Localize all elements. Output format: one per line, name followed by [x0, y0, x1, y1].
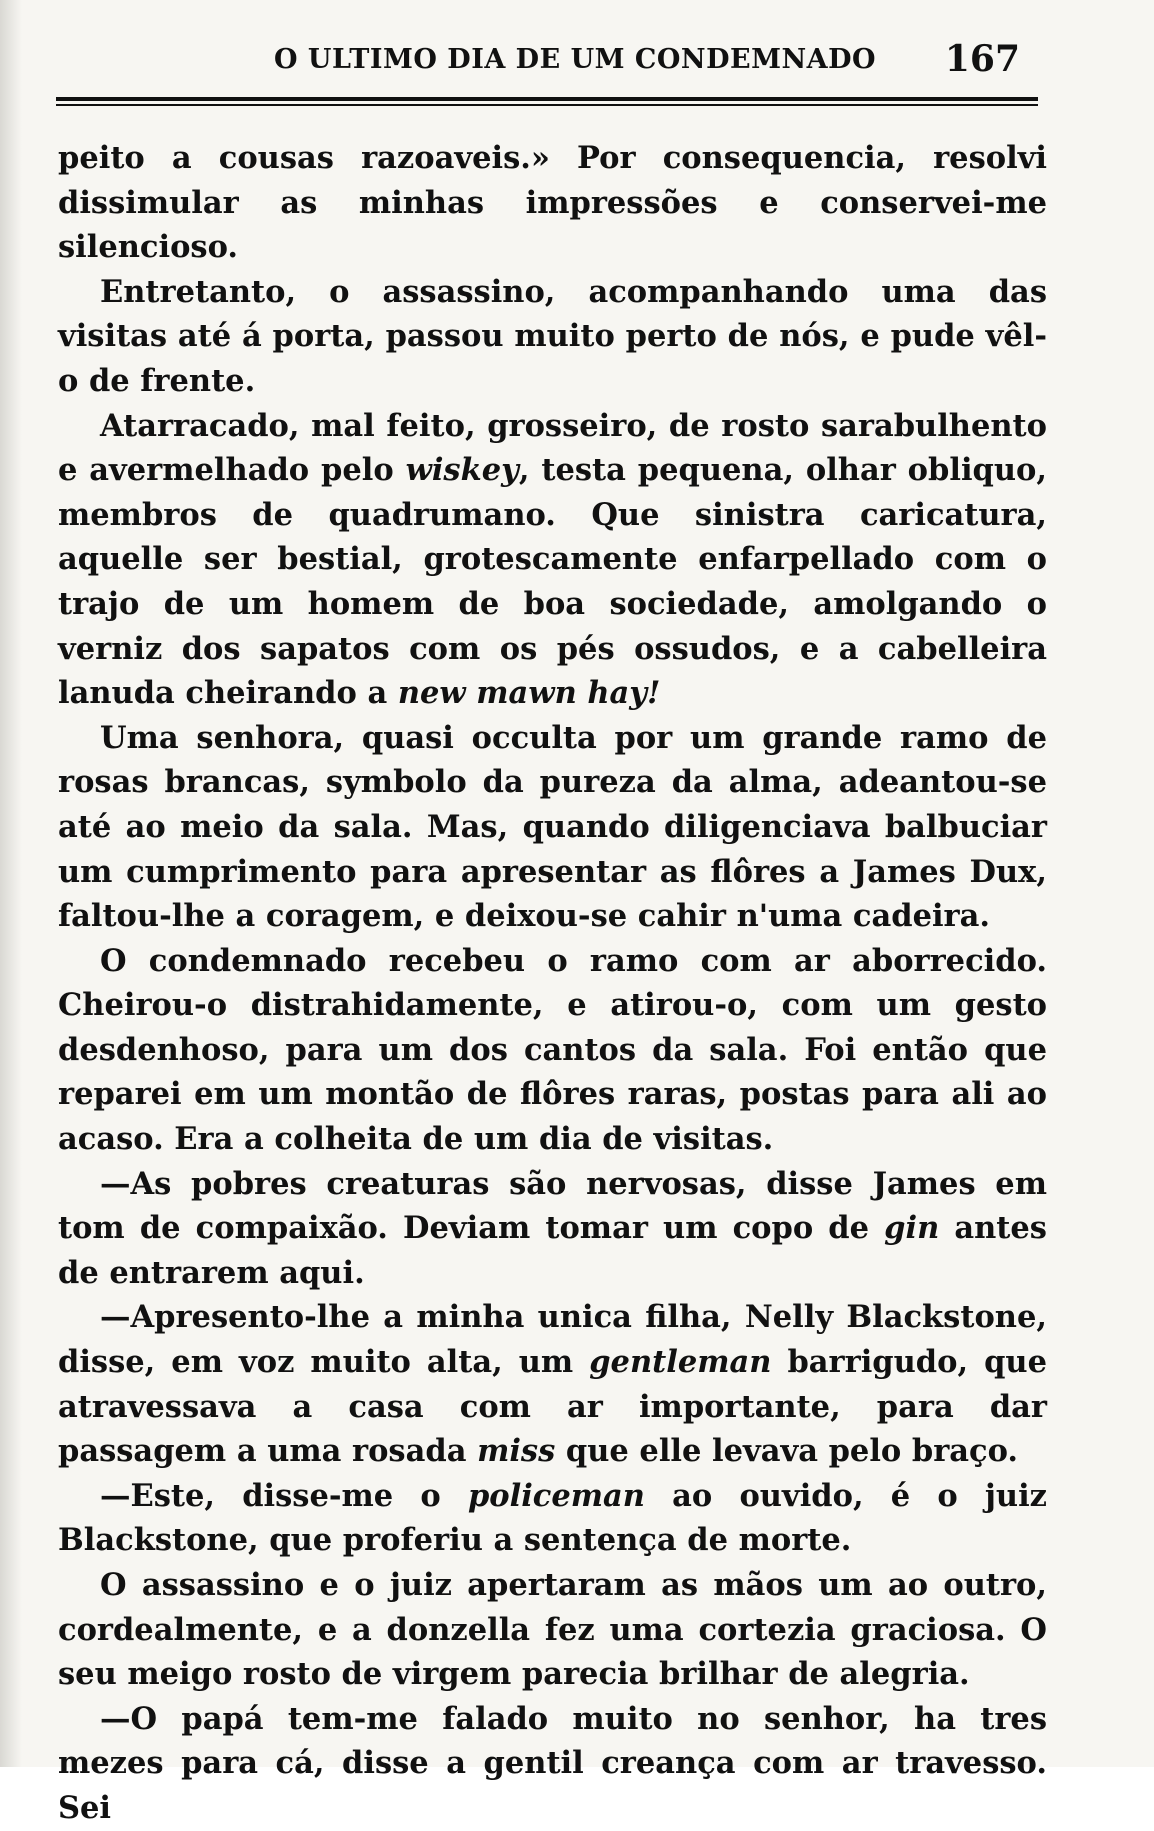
running-head: O ULTIMO DIA DE UM CONDEMNADO: [274, 44, 877, 75]
text-segment: Entretanto, o assassino, acompanhando uma das visitas até á porta, passou muito perto de nós, e pude vêl-o de frente.: [58, 273, 1047, 399]
text-segment: —Este, disse-me o: [100, 1477, 468, 1514]
header-rule-thick: [56, 97, 1038, 101]
text-segment: barrigudo, que atravessava a casa com ar importante, para dar passagem a uma rosada: [58, 1344, 1047, 1470]
paragraph: [58, 1162, 1047, 1296]
text-segment: ao ouvido, é o juiz Blackstone, que proferiu a sentença de morte.: [58, 1477, 1047, 1559]
italic-text: new mawn hay!: [397, 675, 661, 712]
italic-text: gin: [884, 1210, 940, 1247]
text-segment: —O papá tem-me falado muito no senhor, ha tres mezes para cá, disse a gentil creança com ar travesso. Sei: [58, 1700, 1047, 1826]
paragraph: [58, 1295, 1047, 1473]
text-segment: Uma senhora, quasi occulta por um grande ramo de rosas brancas, symbolo da pureza da alma, adeantou-se até ao meio da sala. Mas, quando diligenciava balbuciar um cumprimento para apresentar as flôres a James Dux, faltou-lhe a coragem, e deixou-se cahir n'uma cadeira.: [58, 719, 1047, 935]
text-segment: que elle levava pelo braço.: [555, 1433, 1019, 1470]
paragraph: [58, 136, 1047, 270]
header-rule-thin: [56, 104, 1038, 106]
page-header: [62, 34, 1040, 84]
body-text: [58, 136, 1047, 1831]
paragraph: [58, 270, 1047, 404]
paragraph: [58, 939, 1047, 1162]
text-segment: O assassino e o juiz apertaram as mãos um ao outro, cordealmente, e a donzella fez uma cortezia graciosa. O seu meigo rosto de virgem parecia brilhar de alegria.: [58, 1567, 1047, 1693]
paragraph: [58, 1697, 1047, 1831]
paragraph: [58, 1474, 1047, 1563]
page-number: 167: [944, 38, 1020, 80]
text-segment: peito a cousas razoaveis.» Por consequencia, resolvi dissimular as minhas impressões e conservei-me silencioso.: [58, 140, 1047, 266]
paragraph: [58, 404, 1047, 716]
text-segment: , testa pequena, olhar obliquo, membros de quadrumano. Que sinistra caricatura, aquelle ser bestial, grotescamente enfarpellado com o trajo de um homem de boa sociedade, amolgando o verniz dos sapatos com os pés ossudos, e a cabelleira lanuda cheirando a: [58, 452, 1047, 712]
italic-text: miss: [477, 1433, 556, 1470]
text-segment: O condemnado recebeu o ramo com ar aborrecido. Cheirou-o distrahidamente, e atirou-o, com um gesto desdenhoso, para um dos cantos da sala. Foi então que reparei em um montão de flôres raras, postas para ali ao acaso. Era a colheita de um dia de visitas.: [58, 942, 1047, 1158]
italic-text: policeman: [467, 1477, 645, 1514]
text-segment: antes de entrarem aqui.: [58, 1210, 1047, 1291]
italic-text: gentleman: [589, 1344, 772, 1381]
paragraph: [58, 716, 1047, 939]
page-gutter-shadow: [0, 0, 22, 1767]
text-segment: —As pobres creaturas são nervosas, disse James em tom de compaixão. Deviam tomar um copo de: [58, 1165, 1047, 1247]
paragraph: [58, 1563, 1047, 1697]
italic-text: wiskey: [405, 452, 519, 489]
text-segment: Atarracado, mal feito, grosseiro, de rosto sarabulhento e avermelhado pelo: [58, 407, 1047, 489]
text-segment: —Apresento-lhe a minha unica filha, Nelly Blackstone, disse, em voz muito alta, um: [58, 1299, 1047, 1381]
